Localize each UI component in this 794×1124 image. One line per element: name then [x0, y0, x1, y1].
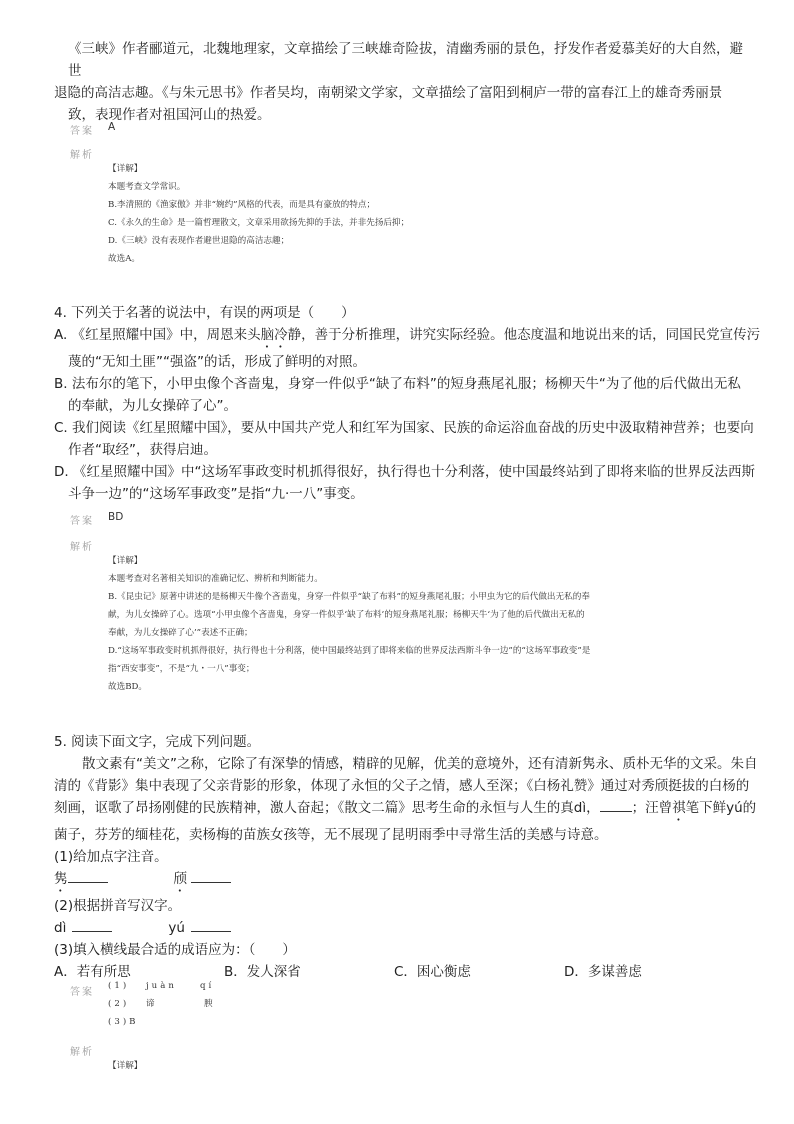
detail-line: B.《昆虫记》原著中讲述的是杨柳天牛像个吝啬鬼，身穿一件似乎“缺了布料”的短身燕尾礼服；小甲虫为它的后代做出无私的奉 [108, 592, 590, 602]
option-d: D. 《红星照耀中国》中“这场军事政变时机抓得很好，执行得也十分利落，使中国最终站到了即将来临的世界反法西斯 [54, 464, 755, 480]
analysis-label: 解析 [70, 542, 94, 553]
fill-blank[interactable] [72, 917, 112, 932]
emphasized-char: 隽 [54, 871, 68, 887]
option-c-cont: 作者“取经”，获得启迪。 [68, 442, 217, 458]
emphasized-text: 祺 [672, 800, 686, 816]
detail-line: D.《三峡》没有表现作者避世退隐的高洁志趣； [108, 236, 290, 246]
passage-line: 散文素有“美文”之称，它除了有深挚的情感，精辟的见解，优美的意境外，还有清新隽永、质朴无华的文采。朱自 [82, 756, 758, 772]
sub-question-1-blanks [54, 868, 754, 895]
pinyin-text: dì [54, 920, 67, 936]
intro-line-2: 退隐的高洁志趣。《与朱元思书》作者吴均，南朝梁文学家，文章描绘了富阳到桐庐一带的富春江上的雄奇秀丽景 [54, 85, 723, 101]
answer-text: juàn qí [146, 981, 215, 991]
answer-value: BD [108, 511, 124, 523]
q5-detail [108, 1057, 738, 1075]
question-stem: 5. 阅读下面文字，完成下列问题。 [54, 734, 261, 750]
pinyin-text: yú [168, 920, 185, 936]
option-c: C．困心衡虑 [394, 964, 471, 980]
answer-value: A [108, 121, 116, 133]
question-4 [54, 302, 761, 505]
detail-line: 本题考查文学常识。 [108, 182, 186, 192]
option-d-cont: 斗争一边”的“这场军事政变”是指“九·一八”事变。 [68, 486, 364, 502]
detail-line: 【详解】 [108, 164, 143, 174]
detail-line: 故选BD。 [108, 682, 147, 692]
detail-line: 献，为儿女操碎了心。选项“小甲虫像个吝啬鬼，身穿一件似乎‘缺了布料’的短身燕尾礼服；杨柳天牛‘为了他的后代做出无私的 [108, 610, 585, 620]
intro-line-3: 致，表现作者对祖国河山的热爱。 [68, 107, 271, 123]
detail-line: 指“西安事变”，不是“九・一八”事变； [108, 664, 255, 674]
option-d: D．多谋善虑 [564, 964, 642, 980]
option-c: C. 我们阅读《红星照耀中国》，要从中国共产党人和红军为国家、民族的命运浴血奋战的历史中汲取精神营养；也要向 [54, 420, 754, 436]
option-a-text: 静，善于分析推理，讲究实际经验。他态度温和地说出来的话，同国民党宣传污 [287, 327, 761, 343]
emphasized-text: 脑冷 [260, 327, 288, 343]
sub-question-3: (3)填入横线最合适的成语应为：（ ） [54, 942, 296, 958]
answer-row [108, 1013, 216, 1031]
detail-line: 故选A。 [108, 254, 140, 264]
passage-text: ；汪曾 [631, 800, 673, 816]
option-a-cont: 蔑的“无知土匪”“强盗”的话，形成了鲜明的对照。 [68, 354, 366, 370]
detail-line: B.李清照的《渔家傲》并非“婉约”风格的代表，而是具有豪放的特点； [108, 200, 376, 210]
q3-detail [108, 160, 738, 268]
fill-blank[interactable] [191, 917, 231, 932]
sub-question-1: (1)给加点字注音。 [54, 849, 168, 865]
option-b: B. 法布尔的笔下，小甲虫像个吝啬鬼，身穿一件似乎“缺了布料”的短身燕尾礼服；杨柳天牛“为了他的后代做出无私 [54, 376, 741, 392]
fill-blank[interactable] [600, 797, 632, 812]
passage-text: 笔下鲜yú的 [685, 800, 757, 816]
option-a-text: A. 《红星照耀中国》中，周恩来头 [54, 327, 261, 343]
answer-row [108, 995, 216, 1013]
answer-text: 谛 腴 [146, 999, 216, 1009]
detail-line: 【详解】 [108, 556, 143, 566]
sub-question-2-blanks [54, 917, 754, 939]
passage-line: 清的《背影》集中表现了父亲背影的形象，体现了永恒的父子之情，感人至深；《白杨礼赞》通过对秀颀挺拔的白杨的 [54, 778, 750, 794]
answer-index: (1) [108, 981, 130, 991]
option-a: A．若有所思 [54, 964, 131, 980]
option-b-cont: 的奉献，为儿女操碎了心”。 [68, 398, 237, 414]
answer-index: (2) [108, 999, 130, 1009]
detail-line: 奉献，为儿女操碎了心’”表述不正确； [108, 628, 253, 638]
answer-label: 答案 [70, 987, 94, 998]
analysis-label: 解析 [70, 1047, 94, 1058]
question-stem: 4. 下列关于名著的说法中，有误的两项是（ ） [54, 305, 355, 321]
fill-blank[interactable] [191, 868, 231, 883]
q5-answers [108, 977, 216, 1031]
detail-line: 【详解】 [108, 1061, 143, 1071]
passage-line: 菌子，芬芳的缅桂花，卖杨梅的苗族女孩等，无不展现了昆明雨季中寻常生活的美感与诗意。 [54, 827, 608, 843]
answer-row [108, 977, 216, 995]
answer-label: 答案 [70, 126, 94, 137]
passage-text: 刻画，讴歌了昂扬刚健的民族精神，激人奋起；《散文二篇》思考生命的永恒与人生的真dì， [54, 800, 600, 816]
detail-line: C.《永久的生命》是一篇哲理散文，文章采用欲扬先抑的手法，并非先扬后抑； [108, 218, 410, 228]
sub-question-2: (2)根据拼音写汉字。 [54, 898, 182, 914]
analysis-label: 解析 [70, 150, 94, 161]
detail-line: 本题考查对名著相关知识的准确记忆、辨析和判断能力。 [108, 574, 323, 584]
detail-line: D.“这场军事政变时机抓得很好，执行得也十分利落，使中国最终站到了即将来临的世界反法西斯斗争一边”的“这场军事政变”是 [108, 646, 591, 656]
question-5 [54, 731, 758, 983]
answer-label: 答案 [70, 516, 94, 527]
emphasized-char: 颀 [173, 871, 187, 887]
fill-blank[interactable] [68, 868, 108, 883]
intro-paragraph [54, 38, 744, 126]
intro-line-1: 《三峡》作者郦道元，北魏地理家，文章描绘了三峡雄奇险拔，清幽秀丽的景色，抒发作者爱慕美好的大自然，避世 [68, 41, 743, 79]
answer-index: (3)B [108, 1017, 139, 1027]
option-a [54, 324, 761, 351]
passage-line [54, 797, 757, 824]
q4-detail [108, 552, 738, 696]
option-b: B．发人深省 [224, 964, 301, 980]
